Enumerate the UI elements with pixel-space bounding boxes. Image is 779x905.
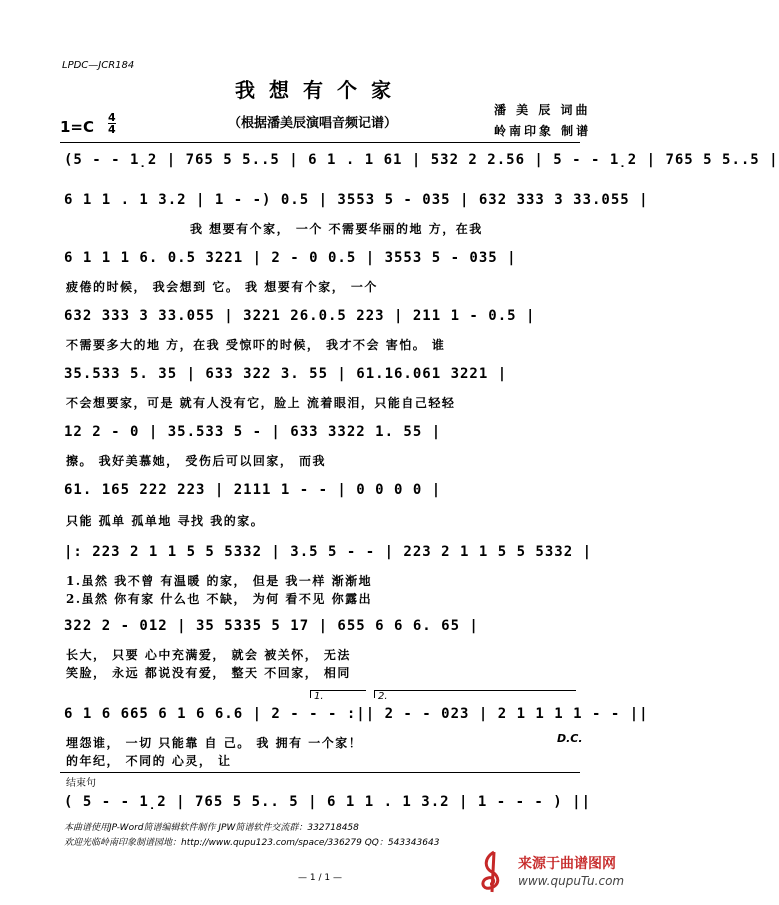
song-subtitle: （根据潘美辰演唱音频记谱）	[228, 116, 398, 131]
coda-rule	[60, 772, 580, 773]
score-row-3-lyric: 疲倦的时候， 我会想到 它。 我 想要有个家， 一个	[66, 280, 378, 294]
second-ending-bracket	[374, 690, 576, 691]
score-row-8-notes: |: 223 2 1 1 5 5 5332 | 3.5 5 - - | 223 2 1 1 5 5 5332 |	[64, 544, 593, 560]
footer-software-note: 本曲谱使用JP-Word简谱编辑软件制作 JPW简谱软件交流群：332718458	[64, 823, 359, 833]
score-row-2-lyric: 我 想要有个家， 一个 不需要华丽的地 方，在我	[190, 222, 483, 236]
score-row-8-lyric: 1.虽然 我不曾 有温暖 的家， 但是 我一样 渐渐地	[66, 574, 373, 588]
score-row-1-notes: (5 - - 1̣2 | 765 5 5..5 | 6 1 . 1 61 | 532 2 2.56 | 5 - - 1̣2 | 765 5 5..5 |	[64, 152, 779, 168]
score-row-9-lyric: 长大， 只要 心中充满爱， 就会 被关怀， 无法	[66, 648, 351, 662]
score-row-6-notes: 12 2 - 0 | 35.533 5 - | 633 3322 1. 55 |	[64, 424, 442, 440]
treble-clef-icon	[474, 848, 510, 896]
first-ending-bracket-left	[310, 690, 311, 698]
credit-arranger: 岭南印象 制谱	[494, 124, 592, 138]
score-row-9-notes: 322 2 - 012 | 35 5335 5 17 | 655 6 6 6. 65 |	[64, 618, 479, 634]
key-signature: 1=C	[60, 118, 95, 136]
time-sig-top: 4	[108, 111, 116, 124]
page-number: — 1 / 1 —	[298, 873, 342, 883]
watermark-site-url: www.qupuTu.com	[518, 874, 625, 888]
score-code: LPDC—JCR184	[62, 60, 135, 71]
time-sig-bottom: 4	[108, 123, 116, 136]
watermark-site-name: 来源于曲谱图网	[518, 856, 616, 872]
score-row-10-lyric-verse2: 的年纪， 不同的 心灵， 让	[66, 754, 232, 768]
score-row-9-lyric-verse2: 笑脸， 永远 都说没有爱， 整天 不回家， 相同	[66, 666, 351, 680]
score-row-4-notes: 632 333 3 33.055 | 3221 26.0.5 223 | 211 1 - 0.5 |	[64, 308, 536, 324]
score-row-7-lyric: 只能 孤单 孤单地 寻找 我的家。	[66, 514, 265, 528]
score-row-10-lyric: 埋怨谁， 一切 只能靠 自 己。 我 拥有 一个家！	[66, 736, 363, 750]
score-row-5-notes: 35.533 5. 35 | 633 322 3. 55 | 61.16.061 3221 |	[64, 366, 508, 382]
score-row-4-lyric: 不需要多大的地 方，在我 受惊吓的时候， 我才不会 害怕。 谁	[66, 338, 446, 352]
credit-lyrics-music: 潘 美 辰 词曲	[494, 103, 591, 117]
score-row-7-notes: 61. 165 222 223 | 2111 1 - - | 0 0 0 0 |	[64, 482, 442, 498]
da-capo-mark: D.C.	[557, 732, 583, 745]
second-ending-label: 2.	[378, 691, 388, 702]
coda-notes: ( 5 - - 1̣2 | 765 5 5.. 5 | 6 1 1 . 1 3.2 | 1 - - - ) ||	[64, 794, 592, 810]
footer-contact: 欢迎光临岭南印象制谱园地：http://www.qupu123.com/space/336279 QQ：543343643	[64, 838, 440, 848]
second-ending-bracket-left	[374, 690, 375, 698]
time-signature	[108, 112, 116, 135]
coda-label: 结束句	[66, 778, 96, 789]
score-row-10-notes: 6 1 6 665 6 1 6 6.6 | 2 - - - :|| 2 - - 023 | 2 1 1 1 1 - - ||	[64, 706, 649, 722]
score-row-5-lyric: 不会想要家，可是 就有人没有它，脸上 流着眼泪，只能自己轻轻	[66, 396, 456, 410]
song-title: 我想有个家	[235, 78, 405, 102]
score-row-3-notes: 6 1 1 1 6. 0.5 3221 | 2 - 0 0.5 | 3553 5 - 035 |	[64, 250, 517, 266]
first-ending-label: 1.	[314, 691, 324, 702]
score-row-2-notes: 6 1 1 . 1 3.2 | 1 - -) 0.5 | 3553 5 - 035 | 632 333 3 33.055 |	[64, 192, 649, 208]
score-row-6-lyric: 擦。 我好美慕她， 受伤后可以回家， 而我	[66, 454, 327, 468]
header-rule	[60, 142, 580, 143]
score-row-8-lyric-verse2: 2.虽然 你有家 什么也 不缺， 为何 看不见 你露出	[66, 592, 373, 606]
